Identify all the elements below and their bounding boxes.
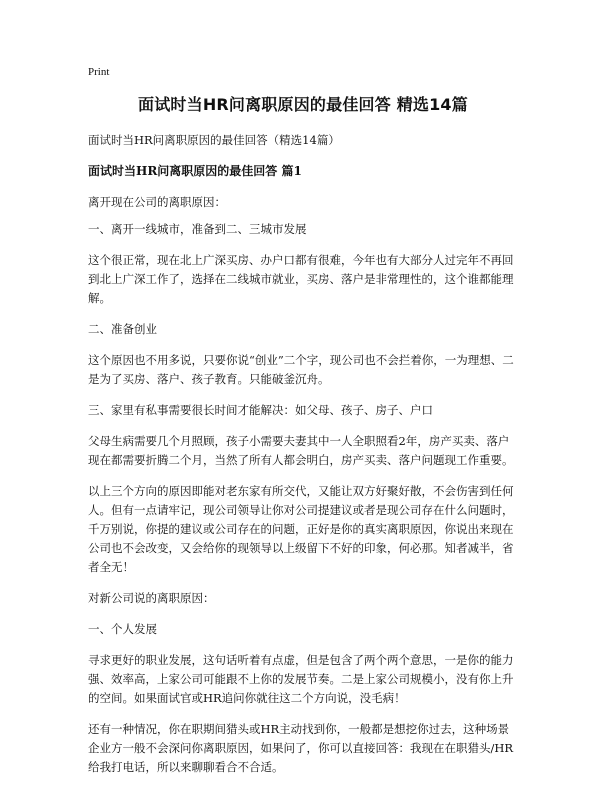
paragraph: 一、个人发展	[88, 622, 157, 636]
print-link[interactable]: Print	[88, 66, 110, 78]
section-heading: 面试时当HR问离职原因的最佳回答 篇1	[88, 164, 302, 178]
paragraph: 父母生病需要几个月照顾，孩子小需要夫妻其中一人全职照看2年，房产买卖、落户现在都需要折腾二个月，当然了所有人都会明白，房产买卖、落户问题现工作重要。	[88, 434, 514, 467]
paragraph: 对新公司说的离职原因：	[88, 591, 215, 605]
paragraph: 这个很正常，现在北上广深买房、办户口都有很难，今年也有大部分人过完年不再回到北上广深工作了，选择在二线城市就业，买房、落户是非常理性的，这个谁都能理解。	[88, 253, 514, 305]
paragraph: 二、准备创业	[88, 322, 157, 336]
paragraph: 三、家里有私事需要很长时间才能解决：如父母、孩子、房子、户口	[88, 403, 433, 417]
paragraph: 还有一种情况，你在职期间猎头或HR主动找到你，一般都是想挖你过去，这种场景企业方一般不会深问你离职原因，如果问了，你可以直接回答：我现在在职猎头/HR给我打电话，所以来聊聊看合不合适。	[88, 722, 514, 774]
paragraph: 一、离开一线城市，准备到二、三城市发展	[88, 222, 307, 236]
document-page	[88, 66, 518, 789]
paragraph: 这个原因也不用多说，只要你说“创业”二个字，现公司也不会拦着你，一为理想、二是为了买房、落户、孩子教育。只能破釜沉舟。	[88, 353, 514, 386]
paragraph: 离开现在公司的离职原因：	[88, 195, 226, 209]
paragraph: 寻求更好的职业发展，这句话听着有点虚，但是包含了两个两个意思，一是你的能力强、效率高，上家公司可能跟不上你的发展节奏。二是上家公司规模小，没有你上升的空间。如果面试官或HR追问你就往这二个方向说，没毛病！	[88, 653, 514, 705]
intro-text: 面试时当HR问离职原因的最佳回答（精选14篇）	[88, 133, 340, 147]
document-title: 面试时当HR问离职原因的最佳回答 精选14篇	[138, 95, 468, 114]
paragraph: 以上三个方向的原因即能对老东家有所交代，又能让双方好聚好散，不会伤害到任何人。但有一点请牢记，现公司领导让你对公司提建议或者是现公司存在什么问题时，千万别说，你提的建议或公司存在的问题，正好是你的真实离职原因，你说出来现在公司也不会改变，又会给你的现领导以上级留下不好的印象，何必那。知者减半，省者全无！	[88, 484, 514, 574]
